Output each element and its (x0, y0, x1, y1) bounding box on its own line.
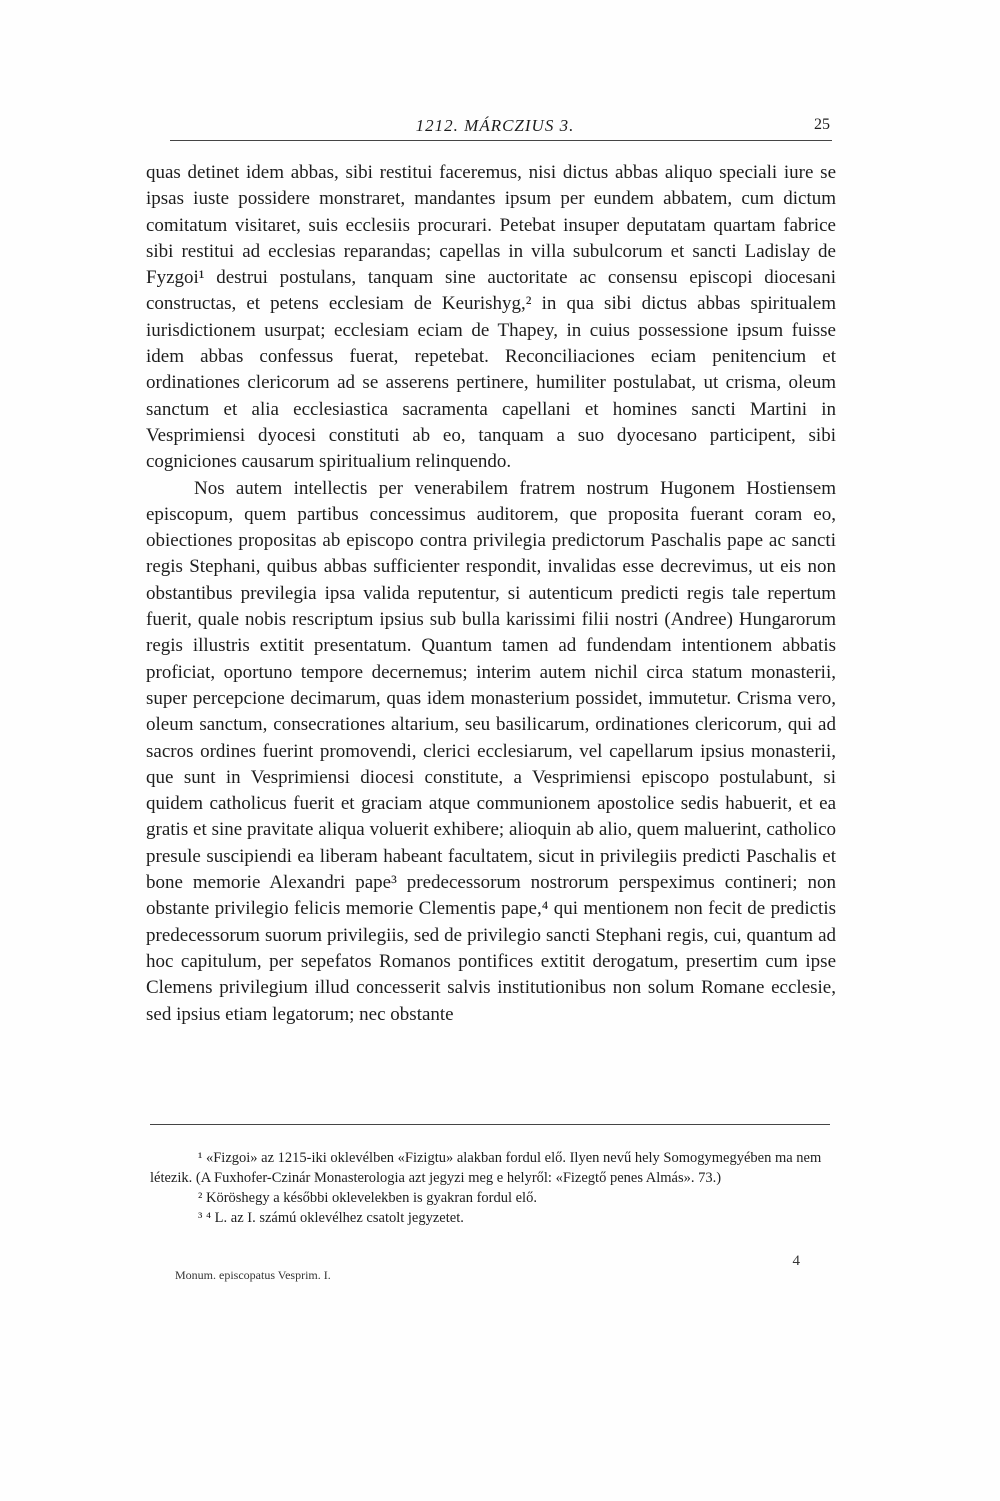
paragraph-2: Nos autem intellectis per venerabilem fratrem nostrum Hugonem Hostiensem episcopum, quem partibus concessimus auditorem, que proposita fuerant coram eo, obiectiones propositas ab episcopo contra privilegia predictorum Paschalis pape ac sancti regis Stephani, quibus abbas sufficienter respondit, invalidas esse decrevimus, ut eis non obstantibus previlegia ipsa valida reputentur, si autenticum predicti regis tale repertum fuerit, quale nobis rescriptum ipsius sub bulla karissimi filii nostri (Andree) Hungarorum regis illustris extitit presentatum. Quantum tamen ad fundendam intentionem abbatis proficiat, oportuno tempore decernemus; interim autem nichil circa statum monasterii, super percepcione decimarum, quas idem monasterium possidet, immutetur. Crisma vero, oleum sanctum, consecrationes altarium, seu basilicarum, ordinationes clericorum, qui ad sacros ordines fuerint promovendi, clerici ecclesiarum, vel capellarum ipsius monasterii, que sunt in Vesprimiensi diocesi constitute, a Vesprimiensi episcopo postulabunt, si quidem catholicus fuerit et graciam atque communionem apostolice sedis habuerit, et ea gratis et sine pravitate aliqua voluerit exhibere; alioquin ab alio, quem maluerint, catholico presule suscipiendi ea liberam habeant facultatem, sicut in privilegiis predicti Paschalis et bone memorie Alexandri pape³ predecessorum nostrorum perspeximus contineri; non obstante privilegio felicis memorie Clementis pape,⁴ qui mentionem non fecit de predictis predecessorum suorum privilegiis, sed de privilegio sancti Stephani regis, cui, quantum ad hoc capitulum, per sepefatos Romanos pontifices extitit derogatum, presertim cum ipse Clemens privilegium illud concesserit salvis institutionibus non solum Romane ecclesie, sed ipsius etiam legatorum; nec obstante (146, 477, 836, 1025)
page-number: 25 (814, 116, 830, 133)
header-rule (170, 140, 832, 141)
footnote-2: ² Köröshegy a későbbi oklevelekben is gyakran fordul elő. (198, 1190, 537, 1206)
footnote-3-4: ³ ⁴ L. az I. számú oklevélhez csatolt jegyzetet. (198, 1210, 464, 1226)
paragraph-1: quas detinet idem abbas, sibi restitui faceremus, nisi dictus abbas aliquo speciali iure se ipsas iuste possidere monstraret, mandantes ipsum per eundem abbatem, cum dictum comitatum visitaret, suis ecclesiis procurari. Petebat insuper deputatam quartam fabrice sibi restitui ad ecclesias reparandas; capellas in villa subulcorum et sancti Ladislay de Fyzgoi¹ destrui postulans, tanquam sine auctoritate ac consensu episcopi diocesani constructas, et petens ecclesiam de Keurishyg,² in qua sibi dictus abbas spiritualem iurisdictionem usurpat; ecclesiam eciam de Thapey, in cuius possessione ipsum fuisse idem abbas confessus fuerat, repetebat. Reconciliaciones eciam penitencium et ordinationes clericorum ad se asserens pertinere, humiliter postulabat, ut crisma, oleum sanctum et alia ecclesiastica sacramenta capellani et homines sancti Martini in Vesprimiensi dyocesi constituti ab eo, tanquam a suo dyocesano participent, sibi cogniciones causarum spiritualium relinquendo. (146, 162, 836, 473)
footnote-1: ¹ «Fizgoi» az 1215-iki oklevélben «Fizigtu» alakban fordul elő. Ilyen nevű hely Somogymegyében ma nem létezik. (A Fuxhofer-Czinár Monasterologia azt jegyzi meg e helyről: «Fizegtő penes Almás». 73.) (150, 1150, 822, 1186)
signature-line: Monum. episcopatus Vesprim. I. (175, 1268, 331, 1282)
footnotes (150, 1148, 830, 1228)
footnote-rule (150, 1124, 830, 1125)
main-text (146, 160, 836, 1028)
sheet-number: 4 (792, 1253, 800, 1269)
running-title: 1212. MÁRCZIUS 3. (415, 116, 575, 135)
